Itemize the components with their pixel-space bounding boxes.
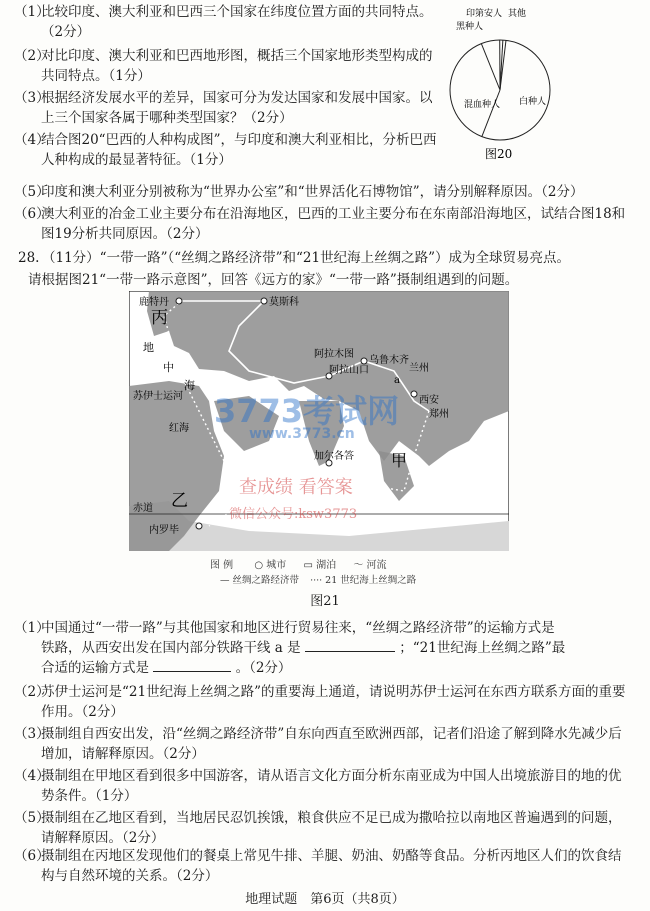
- watermark-red-1: 查成绩 看答案: [239, 477, 353, 498]
- watermark-site: 3773考试网: [214, 392, 400, 430]
- label-nairobi: 内罗毕: [149, 525, 179, 536]
- city-rotterdam: [176, 298, 182, 304]
- q28-item-1-num: （1）: [14, 620, 50, 636]
- q28-item-6: [14, 846, 634, 886]
- q28-item-6-text: 摄制组在丙地区发现他们的餐桌上常见牛排、羊腿、奶油、奶酪等食品。分析丙地区人们的饮食结构与自然环境的关系。（2分）: [41, 848, 622, 884]
- label-moscow: 莫斯科: [269, 297, 299, 308]
- label-equator: 赤道: [133, 503, 153, 514]
- label-jia: 甲: [391, 451, 408, 470]
- city-urumqi: [361, 358, 367, 364]
- label-hai: 海: [184, 379, 195, 392]
- label-di: 地: [143, 341, 154, 354]
- pie-chart: [440, 0, 560, 200]
- q28-item-5-num: （5）: [14, 810, 50, 826]
- label-kolkata: 加尔各答: [314, 451, 354, 462]
- pie-label-other: 其他: [508, 9, 527, 19]
- pie-label-black: 黑种人: [456, 22, 484, 32]
- q27-item-5-text: 印度和澳大利亚分别被称为“世界办公室”和“世界活化石博物馆”，请分别解释原因。（2分）: [41, 184, 584, 200]
- label-redsea: 红海: [169, 423, 189, 434]
- label-rotterdam: 鹿特丹: [139, 297, 169, 308]
- city-nairobi: [196, 523, 202, 529]
- label-alashankou: 阿拉山口: [329, 365, 369, 376]
- legend-river: 河流: [366, 560, 387, 571]
- q28-intro: [18, 248, 638, 268]
- label-bing: 丙: [151, 308, 168, 328]
- label-almaty: 阿拉木图: [314, 349, 354, 360]
- legend-river-icon: ～: [353, 560, 364, 571]
- q27-item-4-num: （4）: [14, 132, 50, 148]
- label-zhong: 中: [163, 361, 174, 374]
- q28-item-2-num: （2）: [14, 684, 50, 700]
- city-xian: [411, 391, 417, 397]
- label-suez: 苏伊士运河: [133, 391, 183, 402]
- answer-blank-2[interactable]: [153, 658, 231, 672]
- q27-item-2-num: （2）: [14, 48, 50, 64]
- q27-item-4-text: 结合图20“巴西的人种构成图”，与印度和澳大利亚相比，分析巴西人种构成的最显著特征。（1分）: [41, 132, 437, 168]
- q28-item-1: [14, 618, 634, 678]
- q27-item-3-text: 根据经济发展水平的差异，国家可分为发达国家和发展中国家。以上三个国家各属于哪种类型国家？（2分）: [41, 90, 433, 126]
- map-legend: [210, 556, 387, 571]
- pie-slice-3: [481, 44, 500, 90]
- label-zhengzhou: 郑州: [429, 409, 449, 420]
- legend-lake: 湖泊: [316, 560, 337, 571]
- q27-item-3: [14, 88, 444, 128]
- watermark-red-2: 微信公众号:ksw3773: [229, 507, 358, 522]
- q28-num: 28.: [18, 250, 40, 266]
- watermark-url: www.3773.cn: [249, 426, 355, 442]
- q28-item-1-d: 合适的运输方式是: [41, 660, 149, 676]
- q27-item-6-text: 澳大利亚的冶金工业主要分布在沿海地区，巴西的工业主要分布在东南部沿海地区，试结合图18和图19分析共同原因。（2分）: [41, 206, 626, 242]
- pie-slice-2: [482, 90, 500, 137]
- pie-caption: 图20: [485, 147, 513, 161]
- figure-21-map: [129, 291, 509, 551]
- q28-item-1-e: 。（2分）: [235, 660, 292, 676]
- label-a: a: [394, 375, 400, 386]
- answer-blank-1[interactable]: [305, 638, 395, 652]
- q28-item-1-b: 铁路，从西安出发在国内部分铁路干线 a 是: [41, 640, 301, 656]
- q28-item-6-num: （6）: [14, 848, 50, 864]
- pie-slice-5: [500, 40, 503, 90]
- figure-20: [440, 0, 560, 200]
- legend-route-sea: ···· 21 世纪海上丝绸之路: [310, 575, 417, 586]
- legend-lake-icon: ▭: [303, 560, 313, 571]
- q27-item-2: [14, 46, 444, 86]
- map-legend-routes: [220, 572, 416, 586]
- pie-label-mixed: 混血种人: [464, 100, 501, 110]
- q28-item-3-num: （3）: [14, 726, 50, 742]
- legend-city-icon: ○: [254, 560, 264, 571]
- q28-item-2: [14, 682, 634, 722]
- q28-item-4-text: 摄制组在甲地区看到很多中国游客，请从语言文化方面分析东南亚成为中国人出境旅游目的地的优势条件。（1分）: [41, 768, 622, 804]
- q28-item-5-text: 摄制组在乙地区看到，当地居民忍饥挨饿，粮食供应不足已成为撒哈拉以南地区普遍遇到的问题，请解释原因。（2分）: [41, 810, 622, 846]
- q27-item-1-num: （1）: [14, 4, 50, 20]
- city-moscow: [261, 298, 267, 304]
- label-xian: 西安: [419, 395, 439, 406]
- q27-item-2-text: 对比印度、澳大利亚和巴西地形图，概括三个国家地形类型构成的共同特点。（1分）: [41, 48, 433, 84]
- label-yi: 乙: [171, 491, 188, 511]
- q27-item-5-num: （5）: [14, 184, 50, 200]
- legend-title: 图 例: [210, 560, 234, 571]
- q28-intro-line1: （11分）“一带一路”（“丝绸之路经济带”和“21世纪海上丝绸之路”）成为全球贸易亮点。: [42, 250, 571, 266]
- legend-route-belt: — 丝绸之路经济带: [220, 575, 300, 586]
- pie-label-white: 白种人: [519, 97, 547, 107]
- q28-item-4-num: （4）: [14, 768, 50, 784]
- q28-item-1-c: ；“21世纪海上丝绸之路”最: [399, 640, 566, 656]
- q28-item-4: [14, 766, 634, 806]
- q28-item-5: [14, 808, 634, 848]
- q28-item-1-a: 中国通过“一带一路”与其他国家和地区进行贸易往来，“丝绸之路经济带”的运输方式是: [41, 620, 555, 636]
- q28-item-2-text: 苏伊士运河是“21世纪海上丝绸之路”的重要海上通道，请说明苏伊士运河在东西方联系方面的重要作用。（2分）: [41, 684, 626, 720]
- q27-item-1-text: 比较印度、澳大利亚和巴西三个国家在纬度位置方面的共同特点。（2分）: [41, 4, 433, 40]
- page-footer: 地理试题 第6页（共8页）: [245, 892, 405, 907]
- q27-item-6: [14, 204, 634, 244]
- q28-item-3: [14, 724, 634, 764]
- q27-item-3-num: （3）: [14, 90, 50, 106]
- pie-label-yindi: 印第安人: [466, 9, 503, 19]
- q27-item-1: [14, 2, 444, 42]
- q27-item-6-num: （6）: [14, 206, 50, 222]
- label-lanzhou: 兰州: [409, 363, 429, 374]
- label-urumqi: 乌鲁木齐: [369, 355, 409, 366]
- q28-item-3-text: 摄制组自西安出发，沿“丝绸之路经济带”自东向西直至欧洲西部，记者们沿途了解到降水先减少后增加，请解释原因。（2分）: [41, 726, 622, 762]
- figure-21-caption: 图21: [310, 594, 340, 609]
- q28-intro-line2: 请根据图21“一带一路示意图”，回答《远方的家》“一带一路”摄制组遇到的问题。: [28, 272, 519, 288]
- legend-city: 城市: [266, 560, 287, 571]
- q27-item-4: [14, 130, 444, 170]
- q28-intro-2: [18, 270, 618, 290]
- pie-slices: [481, 40, 506, 137]
